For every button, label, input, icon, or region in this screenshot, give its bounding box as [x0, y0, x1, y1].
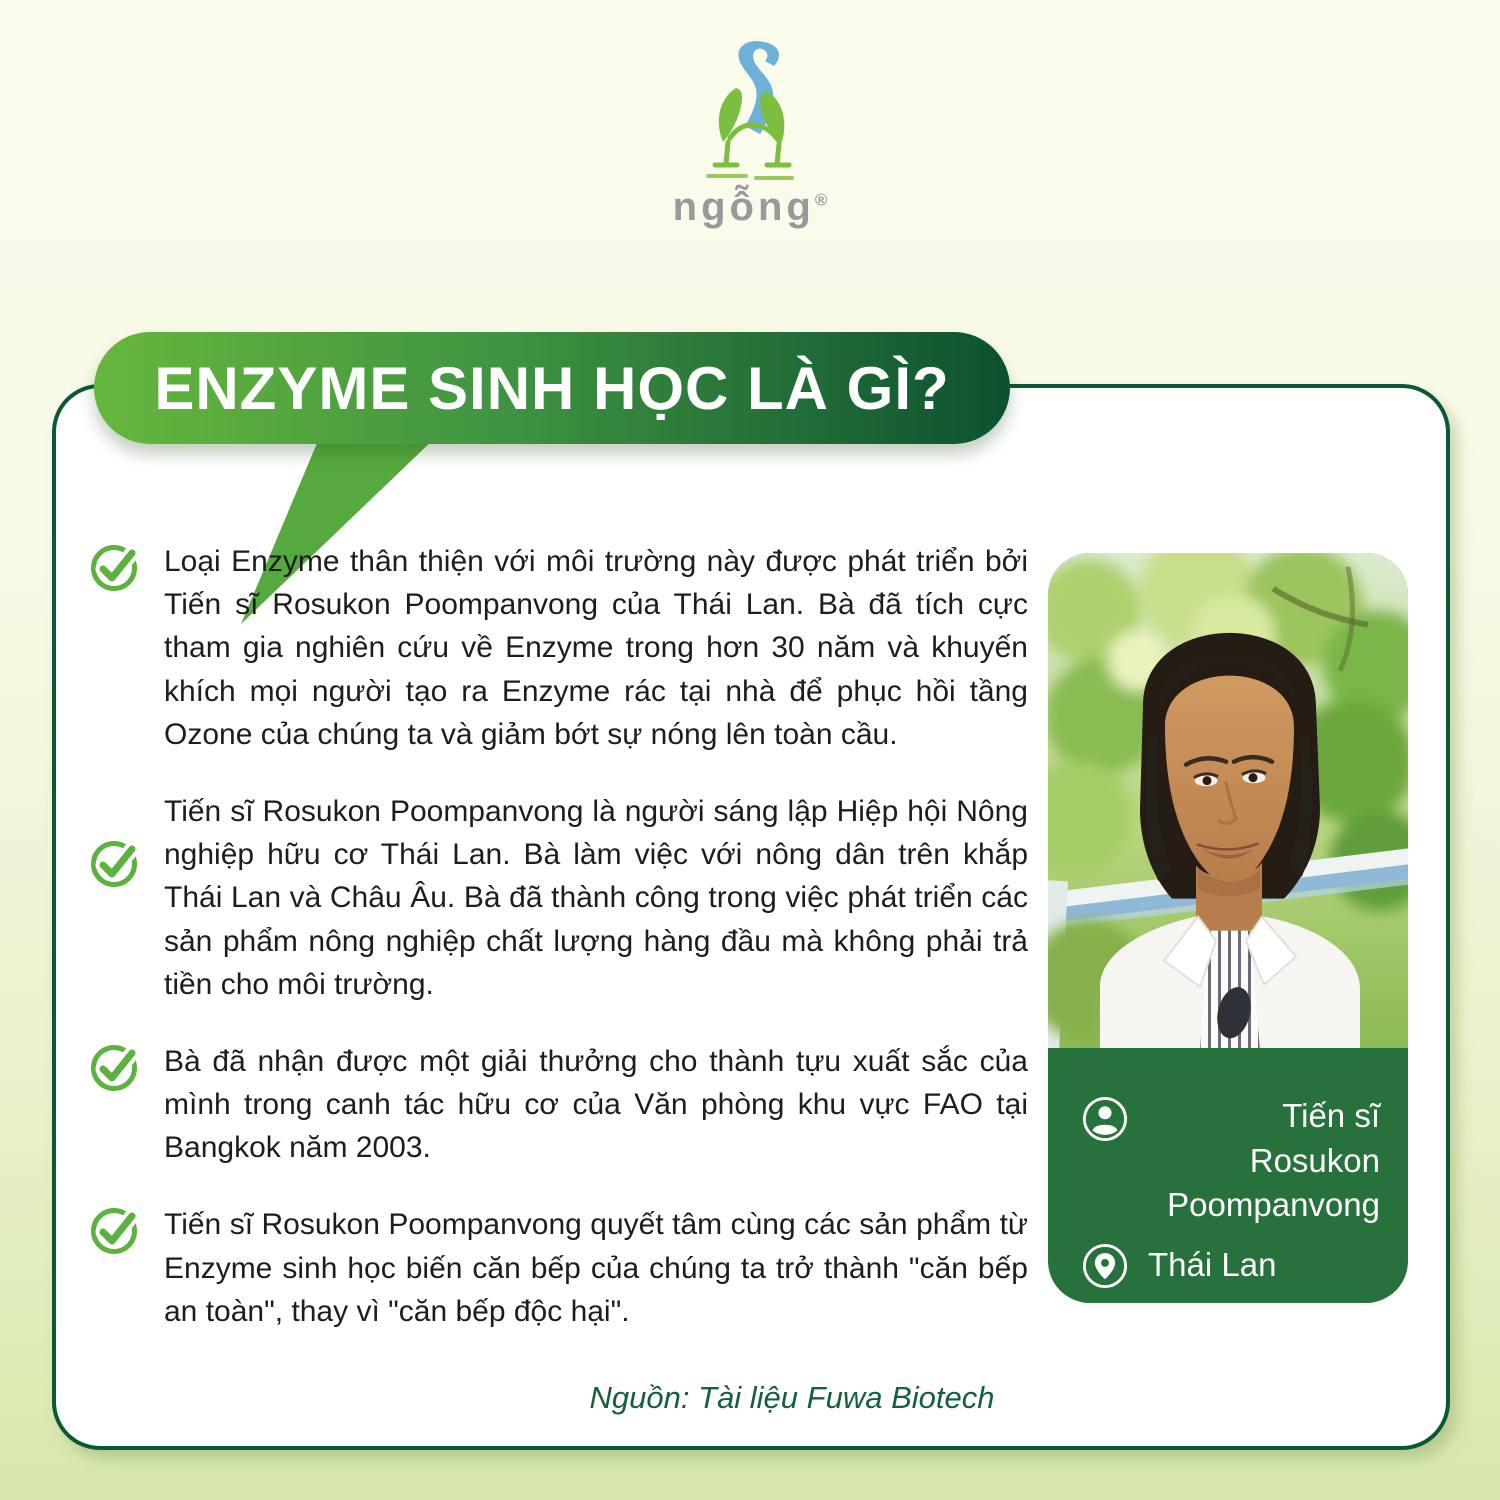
- check-icon: [88, 838, 140, 890]
- list-item: [88, 540, 1028, 756]
- headline-bubble: [94, 332, 1010, 444]
- goose-logo-icon: [689, 36, 811, 182]
- list-item: [88, 1203, 1028, 1333]
- brand-logo: [0, 36, 1500, 227]
- bullet-text: Bà đã nhận được một giải thưởng cho thành tựu xuất sắc của mình trong canh tác hữu cơ của Văn phòng khu vực FAO tại Bangkok năm 2003.: [164, 1044, 1028, 1165]
- profile-caption: [1048, 1048, 1408, 1303]
- bullet-text: Tiến sĩ Rosukon Poompanvong quyết tâm cùng các sản phẩm từ Enzyme sinh học biến căn bếp của chúng ta trở thành "căn bếp an toàn", thay vì "căn bếp độc hại".: [164, 1208, 1028, 1328]
- location-pin-icon: [1082, 1243, 1128, 1289]
- portrait-photo: [1048, 553, 1408, 1048]
- source-credit: Nguồn: Tài liệu Fuwa Biotech: [589, 1380, 995, 1415]
- list-item: [88, 1040, 1028, 1170]
- page-title: ENZYME SINH HỌC LÀ GÌ?: [154, 354, 950, 422]
- profile-name: Tiến sĩ Rosukon Poompanvong: [1167, 1097, 1380, 1223]
- person-icon: [1082, 1096, 1128, 1142]
- profile-location-row: [1082, 1241, 1380, 1289]
- bullet-text: Loại Enzyme thân thiện với môi trường này được phát triển bởi Tiến sĩ Rosukon Poompanvong của Thái Lan. Bà đã tích cực tham gia nghiên cứu về Enzyme trong hơn 30 năm và khuyến khích mọi người tạo ra Enzyme rác tại nhà để phục hồi tầng Ozone của chúng ta và giảm bớt sự nóng lên toàn cầu.: [164, 545, 1028, 751]
- brand-name-text: ngỗng: [672, 185, 815, 229]
- profile-location: Thái Lan: [1148, 1246, 1277, 1283]
- bullet-list: [88, 540, 1028, 1367]
- brand-name: [0, 187, 1500, 227]
- profile-name-row: [1082, 1094, 1380, 1227]
- list-item: [88, 790, 1028, 1006]
- registered-mark: ®: [814, 190, 828, 210]
- check-icon: [88, 1042, 140, 1094]
- check-icon: [88, 1205, 140, 1257]
- bullet-text: Tiến sĩ Rosukon Poompanvong là người sáng lập Hiệp hội Nông nghiệp hữu cơ Thái Lan. Bà làm việc với nông dân trên khắp Thái Lan và Châu Âu. Bà đã thành công trong việc phát triển các sản phẩm nông nghiệp chất lượng hàng đầu mà không phải trả tiền cho môi trường.: [164, 794, 1028, 1001]
- profile-card: [1048, 553, 1408, 1303]
- check-icon: [88, 542, 140, 594]
